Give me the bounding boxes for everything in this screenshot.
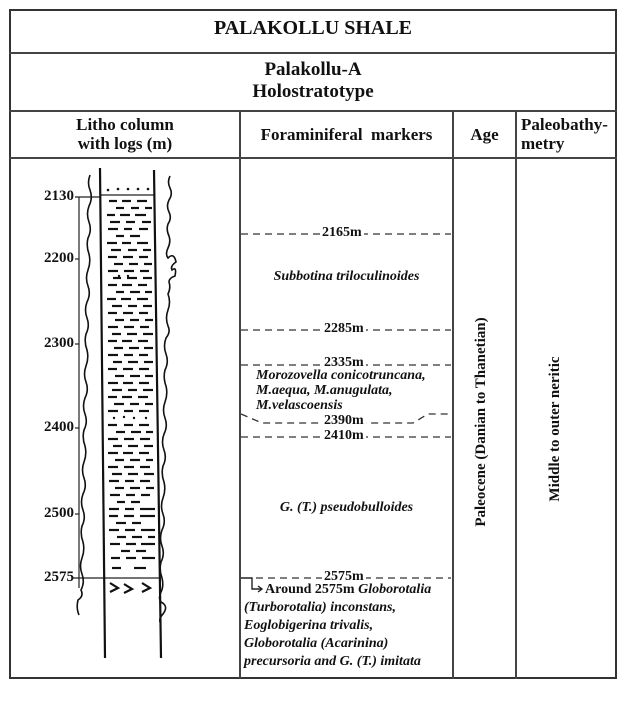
depth-label-2575: 2575: [44, 569, 74, 585]
bottom-note-line4: Globorotalia (Acarinina): [244, 636, 389, 651]
depth-label-2500: 2500: [44, 505, 74, 521]
zone-morozovella-line2: M.aequa, M.anugulata,: [256, 383, 393, 398]
zone-morozovella: [256, 368, 452, 413]
bottom-note-prefix: Around 2575m: [265, 582, 359, 597]
zone-subbotina-triloculinoides: Subbotina triloculinoides: [273, 269, 420, 284]
header-paleo-line1: Paleobathy-: [521, 115, 608, 134]
marker-depth-2410: 2410m: [324, 428, 364, 443]
zone-pseudobulloides: G. (T.) pseudobulloides: [279, 500, 414, 515]
header-age: Age: [470, 125, 499, 144]
stratotype-label: Holostratotype: [252, 81, 374, 102]
zone-morozovella-line1: Morozovella conicotruncana,: [256, 368, 426, 383]
bottom-note-line1: Globorotalia: [358, 582, 432, 597]
depth-label-2130: 2130: [44, 188, 74, 204]
header-litho-line1: Litho column: [76, 115, 174, 134]
depth-label-2200: 2200: [44, 250, 74, 266]
marker-depth-2575: 2575m: [324, 569, 364, 584]
header-litho-line2: with logs (m): [77, 134, 173, 153]
formation-title: PALAKOLLU SHALE: [214, 17, 412, 39]
marker-depth-2165: 2165m: [322, 225, 362, 240]
depth-label-2300: 2300: [44, 335, 74, 351]
bottom-marker-note: [244, 581, 452, 671]
marker-depth-2285: 2285m: [324, 321, 364, 336]
header-foraminiferal-markers: Foraminiferal markers: [260, 125, 433, 144]
header-paleo-line2: metry: [521, 134, 565, 153]
bottom-note-line3: Eoglobigerina trivalis,: [244, 618, 374, 633]
depth-label-2400: 2400: [44, 419, 74, 435]
age-label: Paleocene (Danian to Thanetian): [473, 317, 489, 527]
zone-morozovella-line3: M.velascoensis: [256, 398, 343, 413]
bottom-note-line5: precursoria and G. (T.) imitata: [244, 654, 421, 669]
bottom-note-line2: (Turborotalia) inconstans,: [244, 600, 396, 615]
marker-depth-2390: 2390m: [324, 413, 364, 428]
paleobathymetry-label: Middle to outer neritic: [547, 356, 563, 502]
well-name: Palakollu-A: [264, 59, 362, 80]
marker-depth-2335: 2335m: [324, 355, 364, 370]
